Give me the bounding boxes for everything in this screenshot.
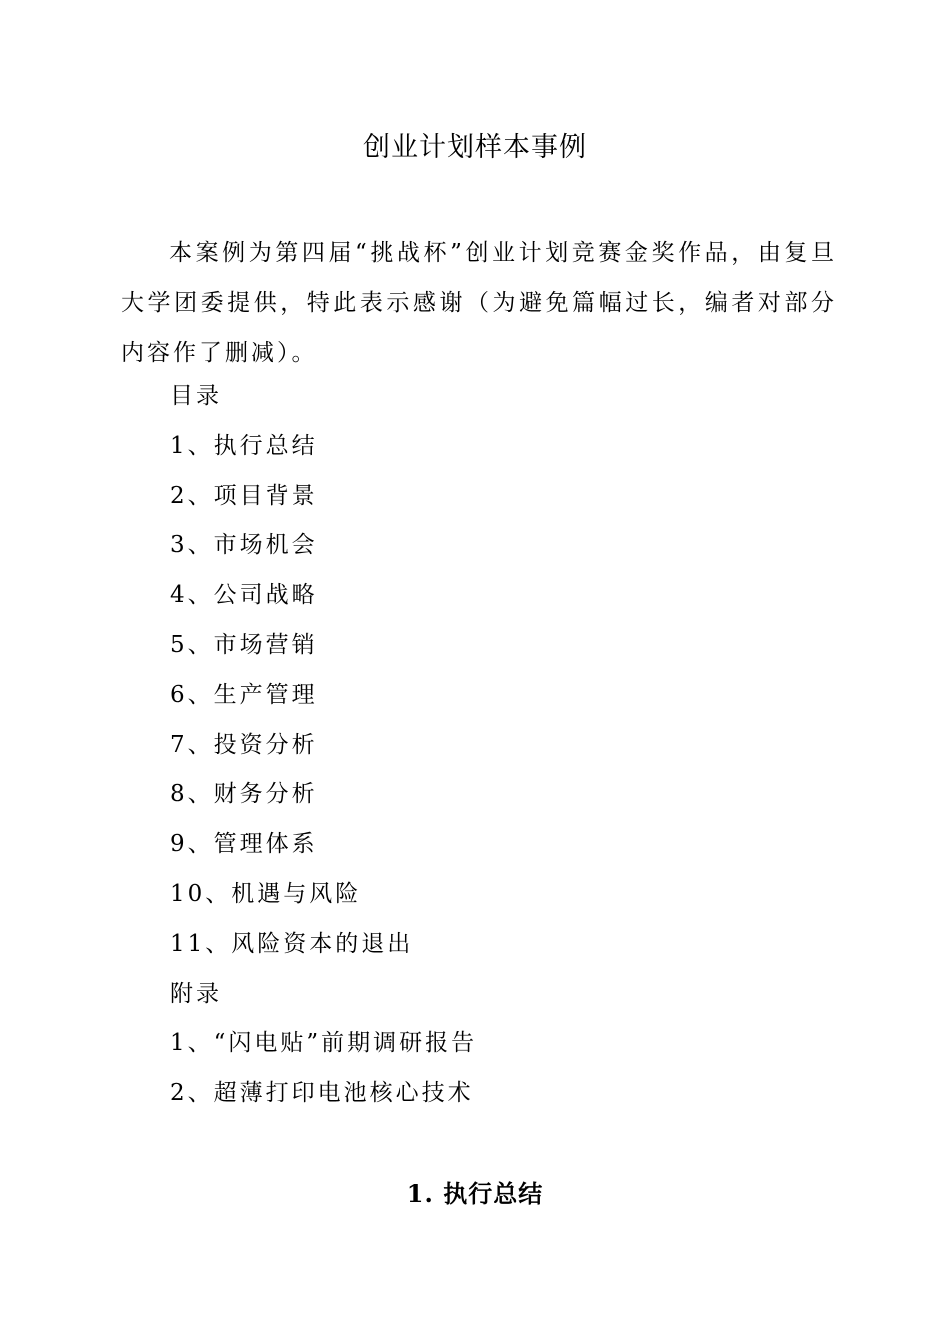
toc-item: 4、公司战略 (170, 582, 318, 609)
toc-heading: 目录 (170, 383, 222, 409)
toc-item: 6、生产管理 (170, 681, 318, 708)
toc-item: 7、投资分析 (170, 731, 318, 758)
appendix-item: 2、超薄打印电池核心技术 (170, 1080, 474, 1107)
toc-item: 3、市场机会 (170, 532, 318, 559)
toc-item: 9、管理体系 (170, 831, 318, 858)
intro-paragraph: 本案例为第四届“挑战杯”创业计划竞赛金奖作品，由复旦大学团委提供，特此表示感谢（为避免篇幅过长，编者对部分内容作了删减）。 (121, 240, 837, 366)
toc-item: 11、风险资本的退出 (170, 930, 414, 957)
appendix-item: 1、“闪电贴”前期调研报告 (170, 1030, 478, 1057)
section-heading: 1. 执行总结 (406, 1179, 544, 1208)
table-of-contents (170, 372, 477, 1119)
toc-item: 1、执行总结 (170, 432, 318, 459)
toc-item: 2、项目背景 (170, 482, 318, 509)
document-title: 创业计划样本事例 (363, 132, 587, 163)
toc-item: 10、机遇与风险 (170, 880, 362, 907)
appendix-heading: 附录 (170, 980, 222, 1007)
toc-item: 8、财务分析 (170, 781, 318, 808)
toc-item: 5、市场营销 (170, 631, 318, 658)
